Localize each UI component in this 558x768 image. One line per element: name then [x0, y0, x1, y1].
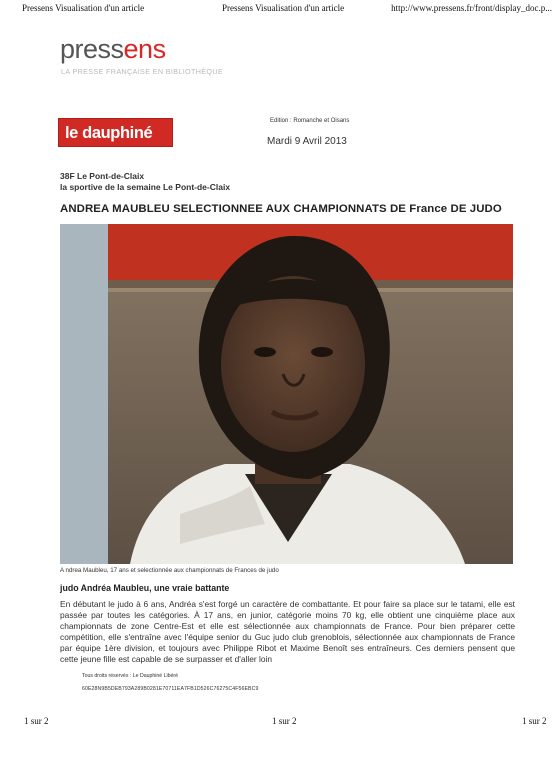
- print-footer: [0, 716, 558, 730]
- article-body: En débutant le judo à 6 ans, Andréa s'est forgé un caractère de combattante. Et pour faire sa place sur le tatami, elle est passée par toutes les catégories. À 17 ans, en junior, catégorie moins 70 kg, elle obtient une cinquième place aux championnats de zone Centre-Est et elle est sélectionnée aux championnats de France. Pour bien préparer cette compétition, elle s'entraîne avec l'équipe senior du Guc judo club grenoblois, sélectionnée aux championnats de France par équipe 1ère division, et toujours avec Philippe Ribot et Maxime Benoît ses entraîneurs. Ces derniers pensent que cette jeune fille est capable de se surpasser et d'aller loin: [60, 599, 515, 664]
- copyright-notice: Tous droits réservés : Le Dauphiné Libéré: [82, 673, 179, 679]
- photo-caption: A ndrea Maubleu, 17 ans et selectionnée aux championnats de Frances de judo: [60, 567, 279, 574]
- logo-part-ens: ens: [123, 34, 166, 64]
- logo-tagline: LA PRESSE FRANÇAISE EN BIBLIOTHÈQUE: [61, 67, 224, 76]
- article-headline: ANDREA MAUBLEU SELECTIONNEE AUX CHAMPIONNATS DE France DE JUDO: [60, 203, 502, 215]
- pressens-logo: [60, 36, 166, 63]
- print-header: [0, 3, 558, 17]
- document-hash: 60E28N9B5DEB793A289B0281E70711EA7FB1D526C76275C4F56EBC9: [82, 686, 259, 692]
- page-count-center: 1 sur 2: [272, 716, 297, 726]
- article-photo: [60, 224, 513, 564]
- logo-part-press: press: [60, 34, 124, 64]
- article-subtitle: judo Andréa Maubleu, une vraie battante: [60, 583, 230, 593]
- print-header-center: Pressens Visualisation d'un article: [222, 3, 345, 13]
- publication-brand-text: le dauphiné: [65, 124, 153, 142]
- publication-date: Mardi 9 Avril 2013: [267, 136, 347, 147]
- publication-brand-logo: [58, 118, 173, 147]
- page-count-right: 1 sur 2: [522, 716, 547, 726]
- page-count-left: 1 sur 2: [24, 716, 49, 726]
- article-rubric: la sportive de la semaine Le Pont-de-Claix: [60, 182, 231, 192]
- print-header-left: Pressens Visualisation d'un article: [22, 3, 145, 13]
- edition-label: Edition : Romanche et Oisans: [270, 118, 350, 124]
- print-header-url: http://www.pressens.fr/front/display_doc.p...: [391, 3, 552, 13]
- article-dept: 38F Le Pont-de-Claix: [60, 171, 145, 181]
